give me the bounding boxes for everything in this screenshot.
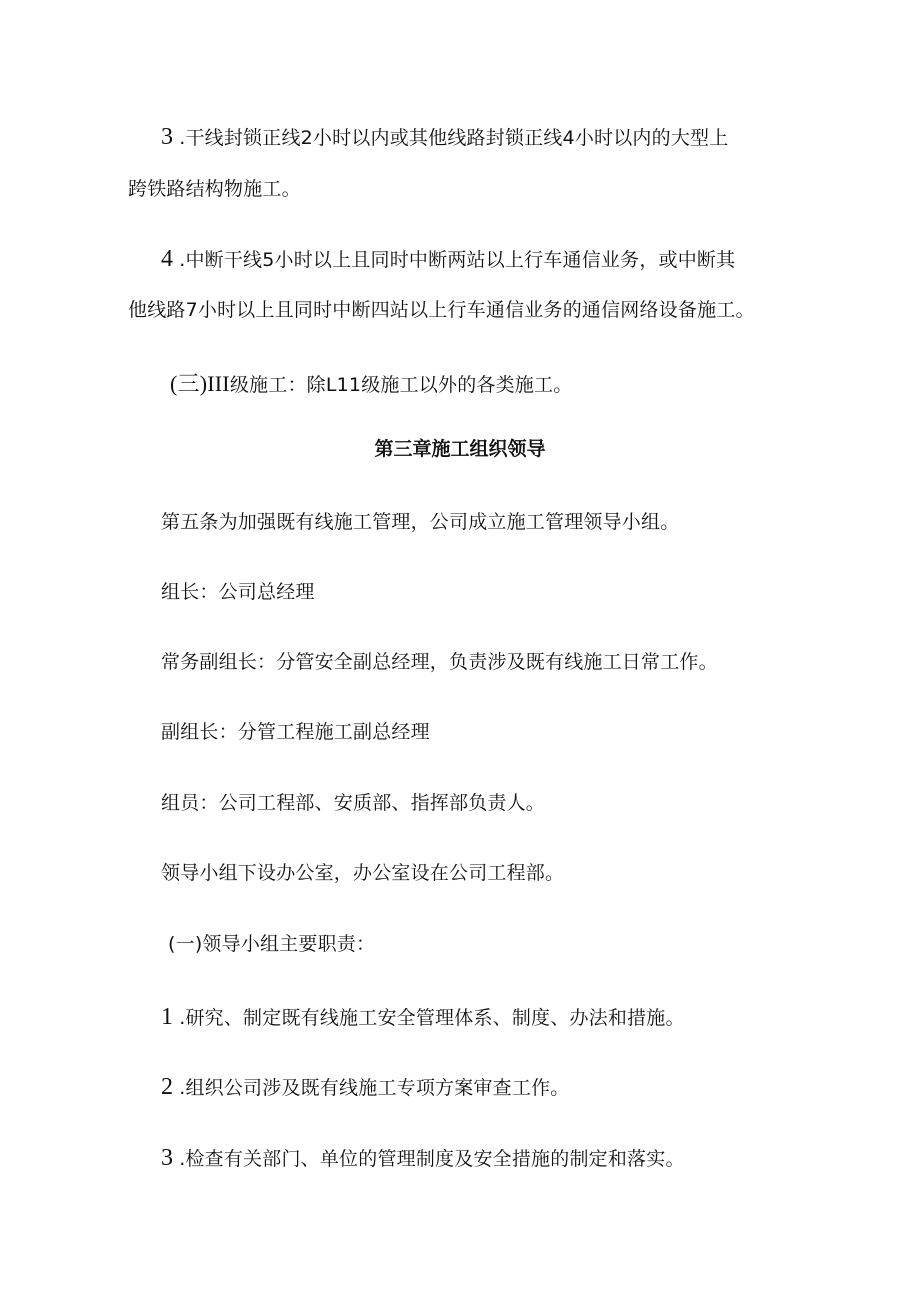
- duty-2: [161, 1075, 569, 1100]
- level-3-text: 级施工：除L11级施工以外的各类施工。: [229, 374, 573, 396]
- duty-1: [161, 1005, 685, 1030]
- deputy-leader: 副组长：分管工程施工副总经理: [161, 721, 430, 743]
- duty-2-number: 2: [161, 1074, 174, 1100]
- item-3-line-2: 跨铁路结构物施工。: [128, 178, 301, 200]
- item-3-line-1: [161, 125, 728, 150]
- duty-1-text: .研究、制定既有线施工安全管理体系、制度、办法和措施。: [179, 1007, 685, 1029]
- duty-3: [161, 1146, 685, 1171]
- item-4-number: 4: [161, 246, 174, 272]
- duty-1-number: 1: [161, 1004, 174, 1030]
- executive-deputy-leader: 常务副组长：分管安全副总经理，负责涉及既有线施工日常工作。: [161, 651, 718, 673]
- item-3-number: 3: [161, 124, 174, 150]
- duties-heading: (一)领导小组主要职责：: [168, 933, 376, 955]
- item-4-text: .中断干线5小时以上且同时中断两站以上行车通信业务，或中断其: [179, 249, 736, 271]
- level-3-prefix: (三)III: [170, 371, 230, 396]
- level-3-paragraph: [170, 372, 572, 397]
- article-5: 第五条为加强既有线施工管理，公司成立施工管理领导小组。: [161, 511, 680, 533]
- group-members: 组员：公司工程部、安质部、指挥部负责人。: [161, 792, 546, 814]
- group-leader: 组长：公司总经理: [161, 581, 315, 603]
- duty-2-text: .组织公司涉及既有线施工专项方案审查工作。: [179, 1077, 570, 1099]
- item-3-text: .干线封锁正线2小时以内或其他线路封锁正线4小时以内的大型上: [179, 127, 729, 149]
- duty-3-number: 3: [161, 1145, 174, 1171]
- duty-3-text: .检查有关部门、单位的管理制度及安全措施的制定和落实。: [179, 1148, 685, 1170]
- item-4-line-1: [161, 247, 735, 272]
- chapter-heading: 第三章施工组织领导: [374, 438, 546, 460]
- office-statement: 领导小组下设办公室，办公室设在公司工程部。: [161, 862, 565, 884]
- item-4-line-2: 他线路7小时以上且同时中断四站以上行车通信业务的通信网络设备施工。: [128, 299, 755, 321]
